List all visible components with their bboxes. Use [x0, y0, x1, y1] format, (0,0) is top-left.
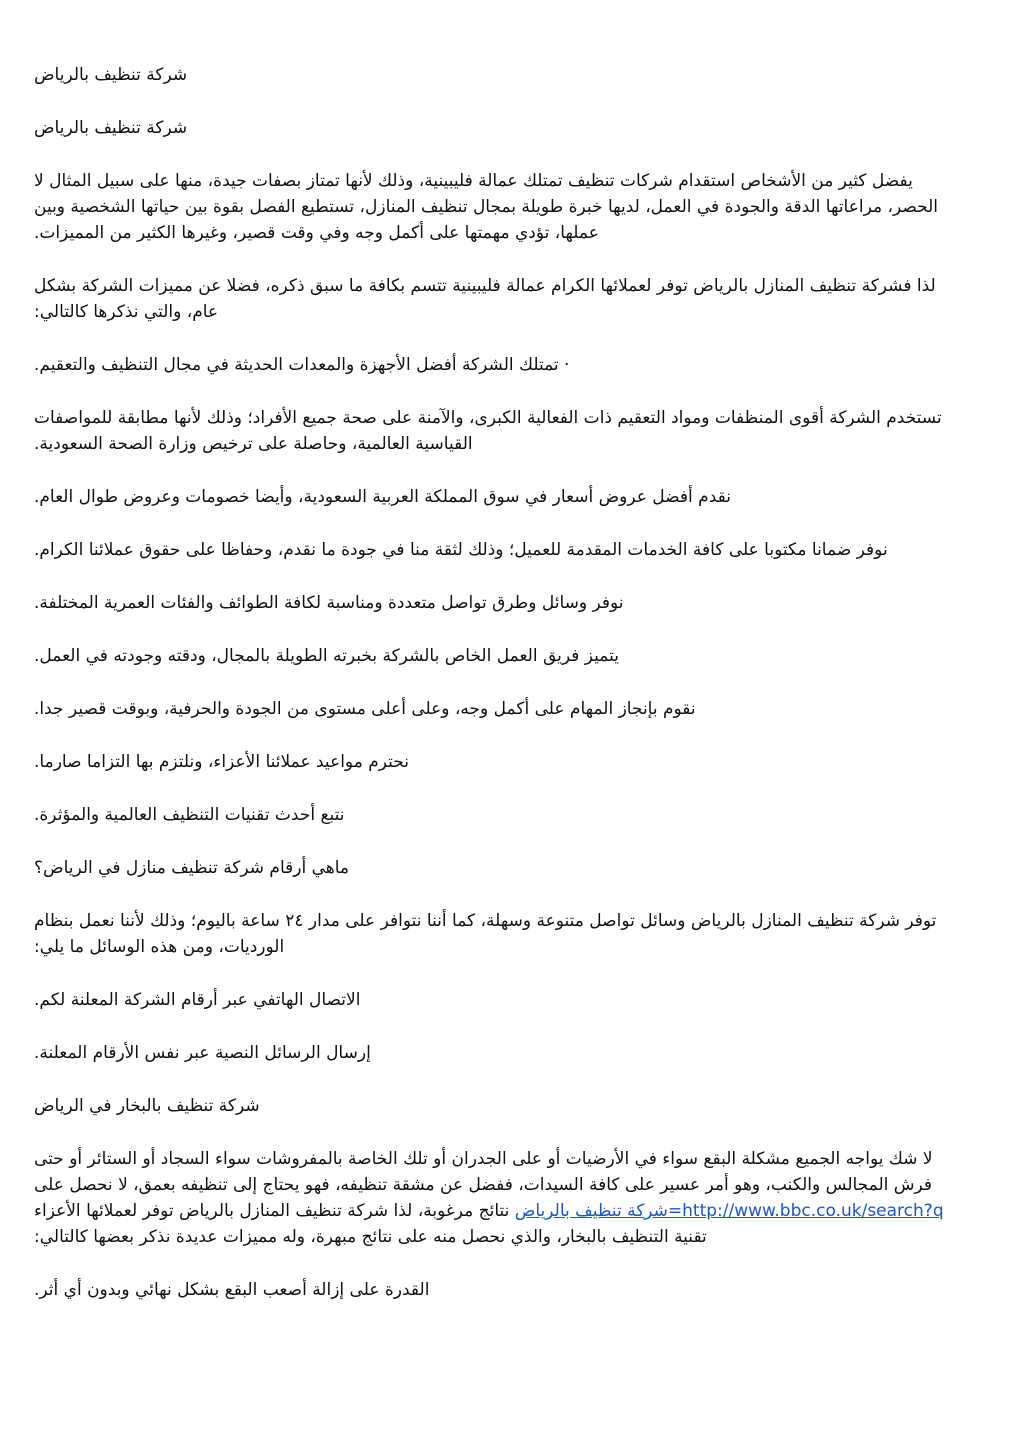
list-item-tasks: نقوم بإنجاز المهام على أكمل وجه، وعلى أعلى مستوى من الجودة والحرفية، وبوقت قصير جدا. [34, 699, 696, 719]
list-item-cleaners: تستخدم الشركة أقوى المنظفات ومواد التعقيم ذات الفعالية الكبرى، والآمنة على صحة جميع الأفراد؛ وذلك لأنها مطابقة للمواصفات القياسية العالمية، وحاصلة على ترخيص وزارة الصحة السعودية. [34, 408, 942, 454]
paragraph-contact-means: توفر شركة تنظيف المنازل بالرياض وسائل تواصل متنوعة وسهلة، كما أننا نتوافر على مدار ٢٤ ساعة باليوم؛ وذلك لأننا نعمل بنظام الورديات، ومن هذه الوسائل ما يلي: [34, 911, 937, 957]
document-body [34, 62, 964, 1303]
list-item-stain-removal: القدرة على إزالة أصعب البقع بشكل نهائي وبدون أي أثر. [34, 1280, 430, 1300]
list-item-techniques: نتبع أحدث تقنيات التنظيف العالمية والمؤثرة. [34, 805, 345, 825]
paragraph-steam-cleaning [34, 1146, 964, 1250]
list-item-sms: إرسال الرسائل النصية عبر نفس الأرقام المعلنة. [34, 1043, 371, 1063]
paragraph-intro: يفضل كثير من الأشخاص استقدام شركات تنظيف تمتلك عمالة فليبينية، وذلك لأنها تمتاز بصفات جيدة، منها على سبيل المثال لا الحصر، مراعاتها الدقة والجودة في العمل، لديها خبرة طويلة بمجال تنظيف المنازل، تستطيع الفصل بقوة بين حياتها الشخصية وبين عملها، تؤدي مهمتها على أكمل وجه وفي وقت قصير، وغيرها الكثير من المميزات. [34, 171, 938, 243]
list-item-appointments: نحترم مواعيد عملائنا الأعزاء، ونلتزم بها التزاما صارما. [34, 752, 409, 772]
list-item-phone: الاتصال الهاتفي عبر أرقام الشركة المعلنة لكم. [34, 990, 361, 1010]
list-item-prices: نقدم أفضل عروض أسعار في سوق المملكة العربية السعودية، وأيضا خصومات وعروض طوال العام. [34, 487, 731, 507]
paragraph-company-offer: لذا فشركة تنظيف المنازل بالرياض توفر لعملائها الكرام عمالة فليبينية تتسم بكافة ما سبق ذكره، فضلا عن مميزات الشركة بشكل عام، والتي نذكرها كالتالي: [34, 276, 936, 322]
list-item-contact: نوفر وسائل وطرق تواصل متعددة ومناسبة لكافة الطوائف والفئات العمرية المختلفة. [34, 593, 624, 613]
section-heading-steam: شركة تنظيف بالبخار في الرياض [34, 1096, 260, 1116]
list-item-equipment: · تمتلك الشركة أفضل الأجهزة والمعدات الحديثة في مجال التنظيف والتعقيم. [34, 355, 570, 375]
paragraph-text-before-link: لا شك يواجه الجميع مشكلة البقع سواء في الأرضيات أو على الجدران أو تلك الخاصة بالمفروشات سواء السجاد أو الستائر أو حتى فرش المجالس والكنب، وهو أمر عسير على كافة السيدات، ففضل عن مشقة تنظيفه، فهو يحتاج إلى تنظيفه بعمق، لا نحصل على [34, 1149, 933, 1195]
document-title: شركة تنظيف بالرياض [34, 65, 188, 85]
inline-link[interactable]: http://www.bbc.co.uk/search?q=شركة تنظيف بالرياض [514, 1201, 944, 1221]
document-subtitle: شركة تنظيف بالرياض [34, 118, 188, 138]
section-heading-numbers: ماهي أرقام شركة تنظيف منازل في الرياض؟ [34, 858, 350, 878]
list-item-team: يتميز فريق العمل الخاص بالشركة بخبرته الطويلة بالمجال، ودقته وجودته في العمل. [34, 646, 619, 666]
paragraph-text-after-link: نتائج مرغوبة، لذا شركة تنظيف المنازل بالرياض توفر لعملائها الأعزاء تقنية التنظيف بالبخار، والذي نحصل منه على نتائج مبهرة، وله مميزات عديدة نذكر بعضها كالتالي: [34, 1201, 707, 1247]
list-item-guarantee: نوفر ضمانا مكتوبا على كافة الخدمات المقدمة للعميل؛ وذلك لثقة منا في جودة ما نقدم، وحفاظا على حقوق عملائنا الكرام. [34, 540, 888, 560]
